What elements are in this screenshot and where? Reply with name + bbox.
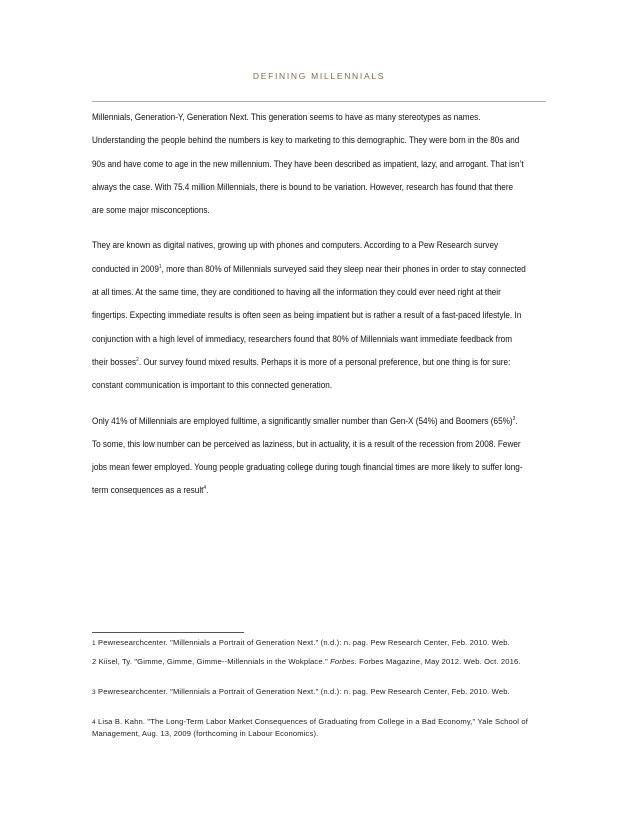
text-line: at all times. At the same time, they are conditioned to having all the information they could ever need right at their — [92, 287, 501, 298]
text-line: To some, this low number can be perceived as laziness, but in actuality, it is a result of the recession from 2008. Fewer — [92, 438, 521, 449]
body-text — [92, 106, 552, 515]
footnote-number: 2 — [92, 657, 97, 666]
text-fragment: term consequences as a result — [92, 485, 204, 496]
footnote-2 — [92, 656, 547, 667]
text-line: always the case. With 75.4 million Millennials, there is bound to be variation. However, research has found that there — [92, 181, 514, 192]
footnote-ref: 4 — [203, 485, 207, 492]
footnote-text: Pewresearchcenter. "Millennials a Portrait of Generation Next." (n.d.): n. pag. Pew Research Center, Feb. 2010. Web. — [95, 687, 510, 696]
footnote-separator — [92, 632, 244, 633]
text-line: are some major misconceptions. — [92, 205, 210, 216]
text-fragment: . Our survey found mixed results. Perhaps it is more of a personal preference, but one thing is for sure: — [138, 356, 511, 367]
footnote-text: Kiisel, Ty. "Gimme, Gimme, Gimme--Millennials in the Wokplace." — [96, 657, 331, 666]
text-line: conjunction with a high level of immediacy, researchers found that 80% of Millennials want immediate feedback from — [92, 333, 513, 344]
footnote-text: Lisa B. Kahn. "The Long-Term Labor Market Consequences of Graduating from College in a Bad Economy," Yale School of Management, Aug. 13, 2009 (forthcoming in Labour Economics). — [92, 717, 529, 738]
text-line: jobs mean fewer employed. Young people graduating college during tough financial times are more likely to suffer long- — [92, 462, 523, 473]
footnote-ref: 3 — [512, 415, 516, 422]
paragraph-1 — [92, 106, 552, 222]
text-line: Millennials, Generation-Y, Generation Next. This generation seems to have as many stereotypes as names. — [92, 112, 481, 122]
heading-rule — [92, 101, 546, 102]
text-line — [92, 351, 552, 374]
text-fragment: , more than 80% of Millennials surveyed said they sleep near their phones in order to stay connected — [161, 263, 526, 274]
footnote-4 — [92, 716, 547, 739]
footnote-number: 3 — [92, 689, 96, 696]
footnote-number: 4 — [92, 719, 96, 726]
footnote-text: Pewresearchcenter. "Millennials a Portrait of Generation Next." (n.d.): n. pag. Pew Research Center, Feb. 2010. Web. — [95, 638, 510, 647]
footnote-1 — [92, 637, 547, 649]
text-line: constant communication is important to this connected generation. — [92, 380, 333, 391]
text-fragment: conducted in 2009 — [92, 263, 159, 274]
footnote-ref: 2 — [136, 356, 139, 363]
text-line — [92, 479, 552, 502]
footnote-ref: 1 — [158, 263, 162, 270]
text-fragment: . — [206, 485, 209, 496]
text-line — [92, 258, 552, 281]
text-line: Understanding the people behind the numbers is key to marketing to this demographic. They were born in the 80s and — [92, 135, 520, 146]
footnote-3 — [92, 686, 547, 698]
text-line: They are known as digital natives, growing up with phones and computers. According to a Pew Research survey — [92, 240, 499, 251]
text-fragment: . — [515, 415, 518, 426]
section-heading: DEFINING MILLENNIALS — [252, 71, 386, 81]
footnote-number: 1 — [92, 640, 96, 647]
text-fragment: Only 41% of Millennials are employed fulltime, a significantly smaller number than Gen-X (54%) and Boomers (65%) — [92, 415, 513, 426]
footnote-text: . Forbes Magazine, May 2012. Web. Oct. 2016. — [354, 657, 521, 666]
text-line: fingertips. Expecting immediate results is often seen as being impatient but is rather a result of a fast-paced lifestyle. In — [92, 310, 522, 321]
text-fragment: their bosses — [92, 356, 137, 367]
footnote-italic: Forbes — [330, 657, 355, 666]
text-line: 90s and have come to age in the new millennium. They have been described as impatient, lazy, and arrogant. That isn’t — [92, 158, 524, 169]
text-line — [92, 410, 552, 433]
paragraph-2 — [92, 234, 552, 397]
paragraph-3 — [92, 410, 552, 503]
